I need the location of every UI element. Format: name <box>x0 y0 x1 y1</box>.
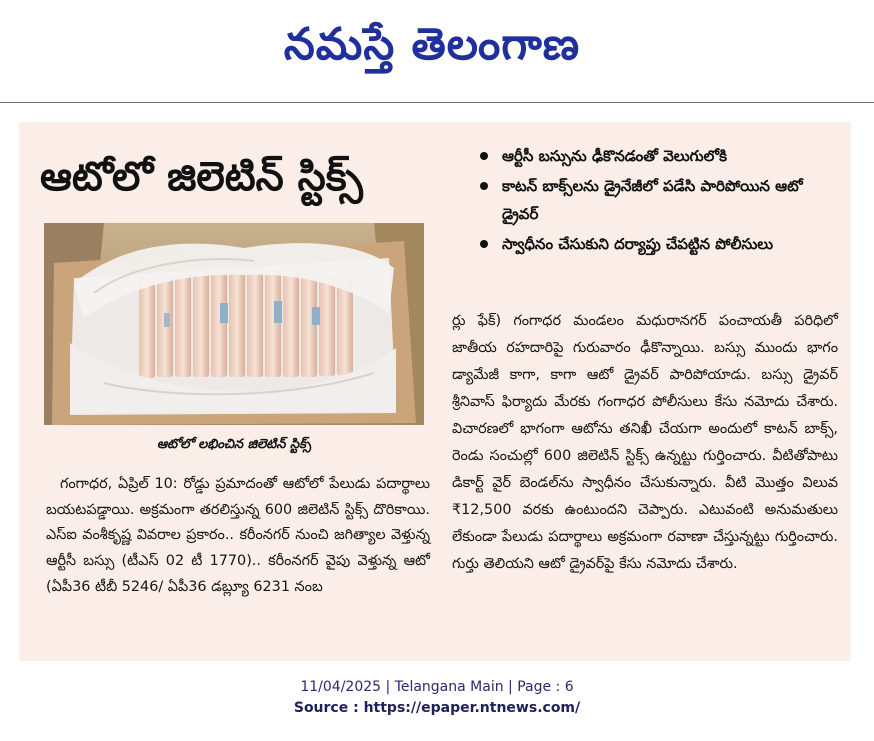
newspaper-logo: నమస్తే తెలంగాణ <box>283 19 581 70</box>
article-headline: ఆటోలో జిలెటిన్ స్టిక్స్ <box>40 154 363 200</box>
highlight-text: స్వాధీనం చేసుకుని దర్యాప్తు చేపట్టిన పోలీసులు <box>502 235 774 253</box>
header-divider <box>0 102 874 103</box>
highlight-item <box>470 230 840 258</box>
highlight-item <box>470 142 840 170</box>
bullet-icon <box>480 182 488 190</box>
highlight-text: ఆర్టీసీ బస్సును ఢీకొనడంతో వెలుగులోకి <box>502 147 727 165</box>
page-footer <box>0 677 874 719</box>
bullet-icon <box>480 240 488 248</box>
article-body-right: ర్లు ఫేక్) గంగాధర మండలం మధురానగర్ పంచాయతీ పరిధిలో జాతీయ రహదారిపై గురువారం ఢీకొన్నాయి. బస్సు ముందు భాగం డ్యామేజీ కాగా, కాగా ఆటో డ్రైవర్ పారిపోయాడు. బస్సు డ్రైవర్ శ్రీనివాస్ ఫిర్యాదు మేరకు గంగాధర పోలీసులు కేసు నమోదు చేశారు. విచారణలో భాగంగా ఆటోను తనిఖీ చేయగా అందులో కాటన్ బాక్స్, రెండు సంచుల్లో 600 జిలెటిన్ స్టిక్స్ ఉన్నట్టు గుర్తించారు. వీటితోపాటు డికార్ట్ వైర్ బెండల్‌ను స్వాధీనం చేసుకున్నారు. వీటి మొత్తం విలువ ₹12,500 వరకు ఉంటుందని చెప్పారు. ఎటువంటి అనుమతులు లేకుండా పేలుడు పదార్థాలు అక్రమంగా రవాణా చేస్తున్నట్టు గుర్తించారు. గుర్తు తెలియని ఆటో డ్రైవర్‌పై కేసు నమోదు చేశారు. <box>452 313 838 572</box>
edition-info: 11/04/2025 | Telangana Main | Page : 6 <box>300 679 574 695</box>
highlights-list <box>470 142 840 260</box>
bullet-icon <box>480 152 488 160</box>
article-photo <box>44 223 424 425</box>
source-link[interactable]: Source : https://epaper.ntnews.com/ <box>293 700 581 716</box>
highlight-text: కాటన్ బాక్స్‌లను డ్రైనేజీలో పడేసి పారిపోయిన ఆటో డ్రైవర్ <box>502 177 803 223</box>
masthead <box>0 0 874 100</box>
highlight-item <box>470 172 840 228</box>
gelatin-box-photo <box>44 223 424 425</box>
photo-caption: ఆటోలో లభించిన జిలెటిన్ స్టిక్స్ <box>156 437 312 452</box>
article-body-left: గంగాధర, ఏప్రిల్ 10: రోడ్డు ప్రమాదంతో ఆటోలో పేలుడు పదార్థాలు బయటపడ్డాయి. అక్రమంగా తరలిస్తున్న 600 జిలెటిన్ స్టిక్స్ దొరికాయి. ఎస్‌ఐ వంశీకృష్ణ వివరాల ప్రకారం.. కరీంనగర్ నుంచి జగిత్యాల వెళ్తున్న ఆర్టీసీ బస్సు (టీఎస్ 02 టీ 1770).. కరీంనగర్ వైపు వెళ్తున్న ఆటో (ఏపీ36 టీబీ 5246/ ఏపీ36 డబ్ల్యూ 6231 నంబ <box>46 476 430 595</box>
